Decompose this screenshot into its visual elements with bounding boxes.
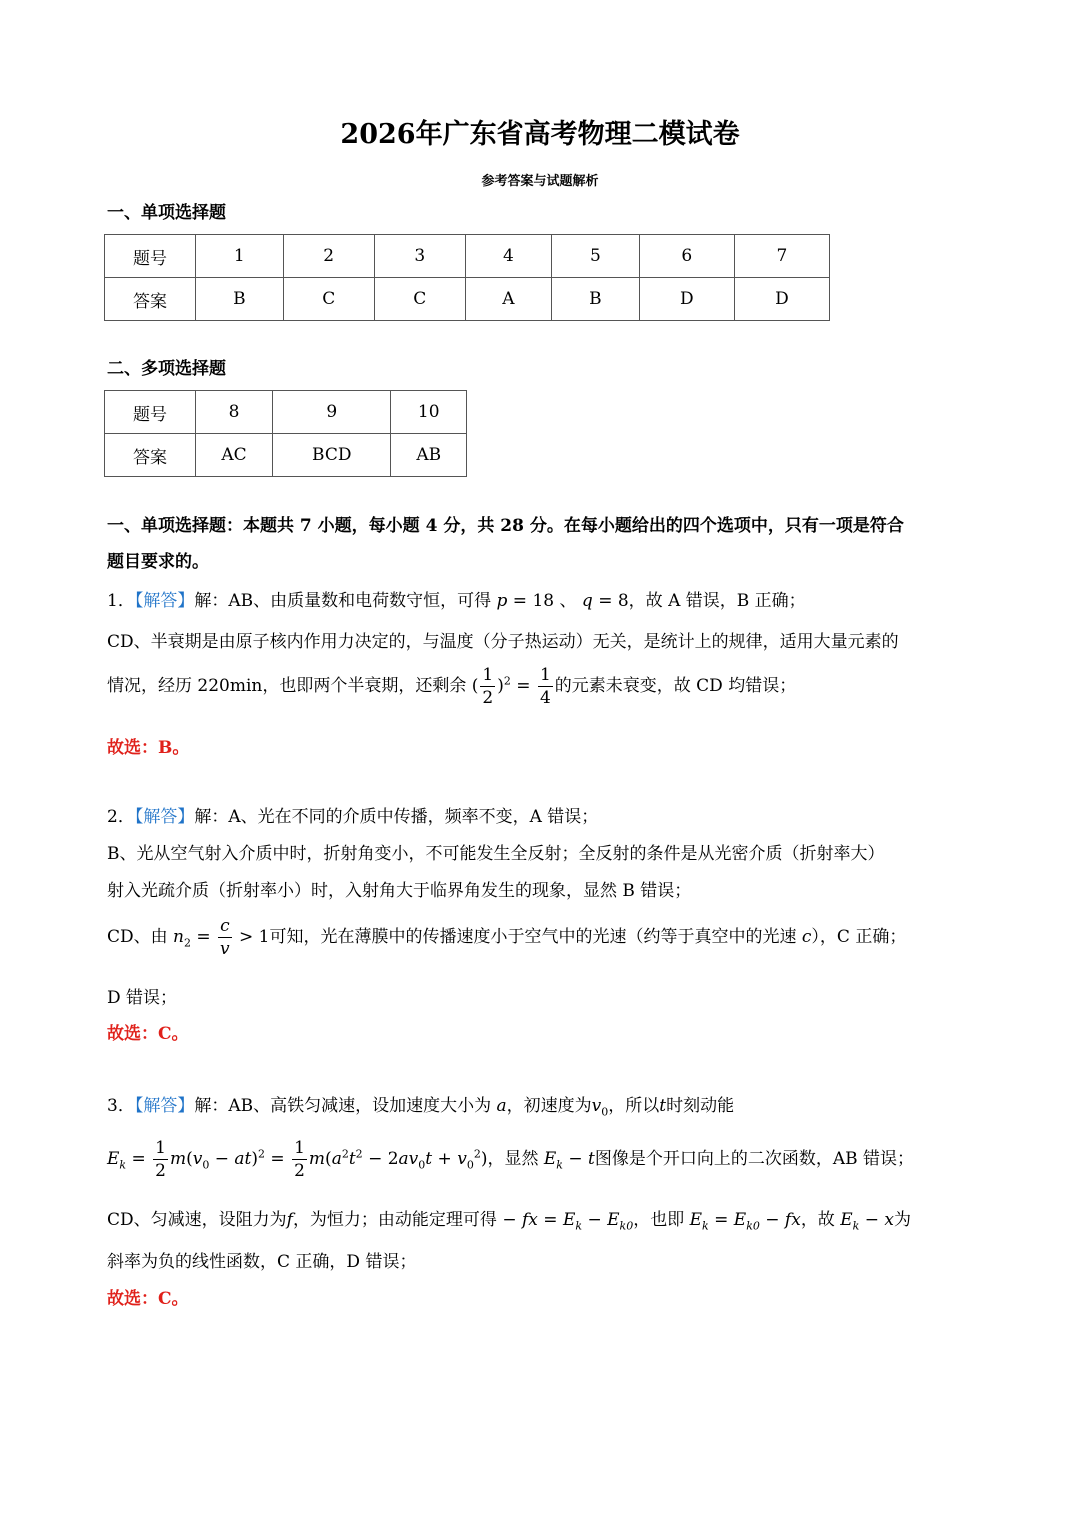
formula-ek: $E_k$: [107, 1149, 127, 1172]
table-cell: BCD: [273, 434, 391, 477]
part1-header-line2: 题目要求的。: [107, 552, 209, 572]
q3-line3: CD、匀减速，设阻力为f，为恒力；由动能定理可得 − fx = $E_k - E_{k0}$，也即 $E_k = E_{k0}$ − fx，故 $E_k - x$为: [107, 1210, 911, 1233]
formula-q: q: [581, 591, 593, 611]
formula-fraction: $\frac{1}{4}$: [539, 665, 551, 708]
q3-text: ，故: [800, 1210, 835, 1230]
q1-text: 的元素未衰变，故 CD 均错误；: [554, 676, 797, 696]
q1-line1: 1．【解答】解：AB、由质量数和电荷数守恒，可得 p = 18 、 q = 8，故 A 错误，B 正确；: [107, 591, 806, 611]
table-row: [105, 391, 467, 434]
formula-fraction: $\frac{1}{2}$: [482, 665, 494, 708]
q2-text: CD、由: [107, 927, 168, 947]
multi-choice-answer-table: [104, 390, 467, 477]
table-cell-label: 答案: [105, 434, 196, 477]
q2-line5: D 错误；: [107, 988, 178, 1008]
table-cell: 6: [639, 235, 734, 278]
page-title: 2026年广东省高考物理二模试卷: [340, 119, 740, 150]
answer-tag: 【解答】: [134, 591, 195, 611]
q1-line3: 情况，经历 220min，也即两个半衰期，还剩余 ( $\frac{1}{2}$ )$^2$ = $\frac{1}{4}$ 的元素未衰变，故 CD 均错误；: [107, 665, 797, 708]
single-choice-answer-table: [104, 234, 830, 321]
q2-text: ），C 正确；: [811, 927, 907, 947]
q3-text: 解：AB、高铁匀减速，设加速度大小为: [194, 1096, 492, 1116]
table-cell-label: 题号: [105, 235, 196, 278]
table-cell: 8: [196, 391, 273, 434]
table-row: [105, 235, 830, 278]
formula-n2: n: [173, 927, 184, 947]
q3-line2: $E_k$ = $\frac{1}{2}$ $m(v_0 - at)^2$ = $\frac{1}{2}$ $m(a^2t^2 - 2av_0t + v_0^2)$，显然 $E_k - t$图像是个开口向上的二次函数，AB 错误；: [107, 1138, 915, 1181]
q3-text: 为: [893, 1210, 911, 1230]
table-row: [105, 434, 467, 477]
q1-text: 解：AB、由质量数和电荷数守恒，可得: [194, 591, 492, 611]
q2-line2: B、光从空气射入介质中时，折射角变小，不可能发生全反射；全反射的条件是从光密介质（折射率大）: [107, 844, 885, 864]
table-cell: C: [283, 278, 374, 321]
table-cell: 9: [273, 391, 391, 434]
q3-text: ，显然: [487, 1149, 539, 1169]
page-subtitle: 参考答案与试题解析: [481, 174, 599, 189]
table-cell: B: [196, 278, 284, 321]
q2-line3: 射入光疏介质（折射率小）时，入射角大于临界角发生的现象，显然 B 错误；: [107, 881, 692, 901]
q3-text: 时刻动能: [666, 1096, 735, 1116]
q3-line4: 斜率为负的线性函数，C 正确，D 错误；: [107, 1252, 417, 1272]
q1-text: 情况，经历 220min，也即两个半衰期，还剩余: [107, 676, 467, 696]
q3-text: CD、匀减速，设阻力为: [107, 1210, 287, 1230]
formula-a: a: [496, 1096, 507, 1116]
table-row: [105, 278, 830, 321]
q3-text: ，初速度为: [506, 1096, 592, 1116]
formula-v0: v: [591, 1096, 602, 1116]
formula-fraction: $\frac{1}{2}$: [294, 1138, 305, 1181]
formula-c: c: [801, 927, 812, 947]
table-cell-label: 题号: [105, 391, 196, 434]
table-cell: C: [374, 278, 465, 321]
question-number: 2．: [107, 807, 135, 827]
formula-t: t: [659, 1096, 667, 1116]
table-cell: 7: [734, 235, 829, 278]
question-number: 3．: [107, 1096, 135, 1116]
q3-text: ，所以: [608, 1096, 660, 1116]
table-cell: 4: [465, 235, 551, 278]
table-cell: 2: [283, 235, 374, 278]
q3-text: ，为恒力；由动能定理可得: [292, 1210, 497, 1230]
q3-line1: 3．【解答】解：AB、高铁匀减速，设加速度大小为 a，初速度为$v_0$，所以t时刻动能: [107, 1096, 735, 1119]
table-cell: 5: [552, 235, 640, 278]
table-cell: D: [734, 278, 829, 321]
q1-line2: CD、半衰期是由原子核内作用力决定的，与温度（分子热运动）无关，是统计上的规律，适用大量元素的: [107, 632, 899, 652]
table-cell-label: 答案: [105, 278, 196, 321]
q1-text: ，故 A 错误，B 正确；: [628, 591, 806, 611]
q2-line1: [107, 802, 598, 827]
formula-f: f: [286, 1210, 293, 1230]
answer-tag: 【解答】: [134, 807, 195, 827]
table-cell: A: [465, 278, 551, 321]
formula-fraction: $\frac{1}{2}$: [155, 1138, 166, 1181]
q1-final-answer: 故选：B。: [107, 738, 190, 758]
table-cell: 1: [196, 235, 284, 278]
answer-tag: 【解答】: [134, 1096, 195, 1116]
table-cell: 3: [374, 235, 465, 278]
table-cell: B: [552, 278, 640, 321]
section-single-choice-title: 一、单项选择题: [107, 203, 226, 223]
q3-text: ，也即: [633, 1210, 685, 1230]
q3-final-answer: 故选：C。: [107, 1289, 189, 1309]
part1-header-line1: 一、单项选择题：本题共 7 小题，每小题 4 分，共 28 分。在每小题给出的四个选项中，只有一项是符合: [107, 516, 904, 536]
formula-p: p: [496, 591, 508, 611]
question-number: 1．: [107, 591, 135, 611]
formula-fraction: $\frac{c}{v}$: [220, 916, 230, 959]
table-cell: D: [639, 278, 734, 321]
section-multi-choice-title: 二、多项选择题: [107, 359, 226, 379]
q2-text: 解：A、光在不同的介质中传播，频率不变，A 错误；: [194, 807, 599, 827]
table-cell: 10: [391, 391, 467, 434]
q2-final-answer: 故选：C。: [107, 1024, 189, 1044]
q3-text: 图像是个开口向上的二次函数，AB 错误；: [594, 1149, 915, 1169]
table-cell: AC: [196, 434, 273, 477]
q2-text: 可知，光在薄膜中的传播速度小于空气中的光速（约等于真空中的光速: [269, 927, 797, 947]
q2-line4: CD、由 $n_2$ = $\frac{c}{v}$ > 1可知，光在薄膜中的传播速度小于空气中的光速（约等于真空中的光速 c），C 正确；: [107, 916, 907, 959]
table-cell: AB: [391, 434, 467, 477]
